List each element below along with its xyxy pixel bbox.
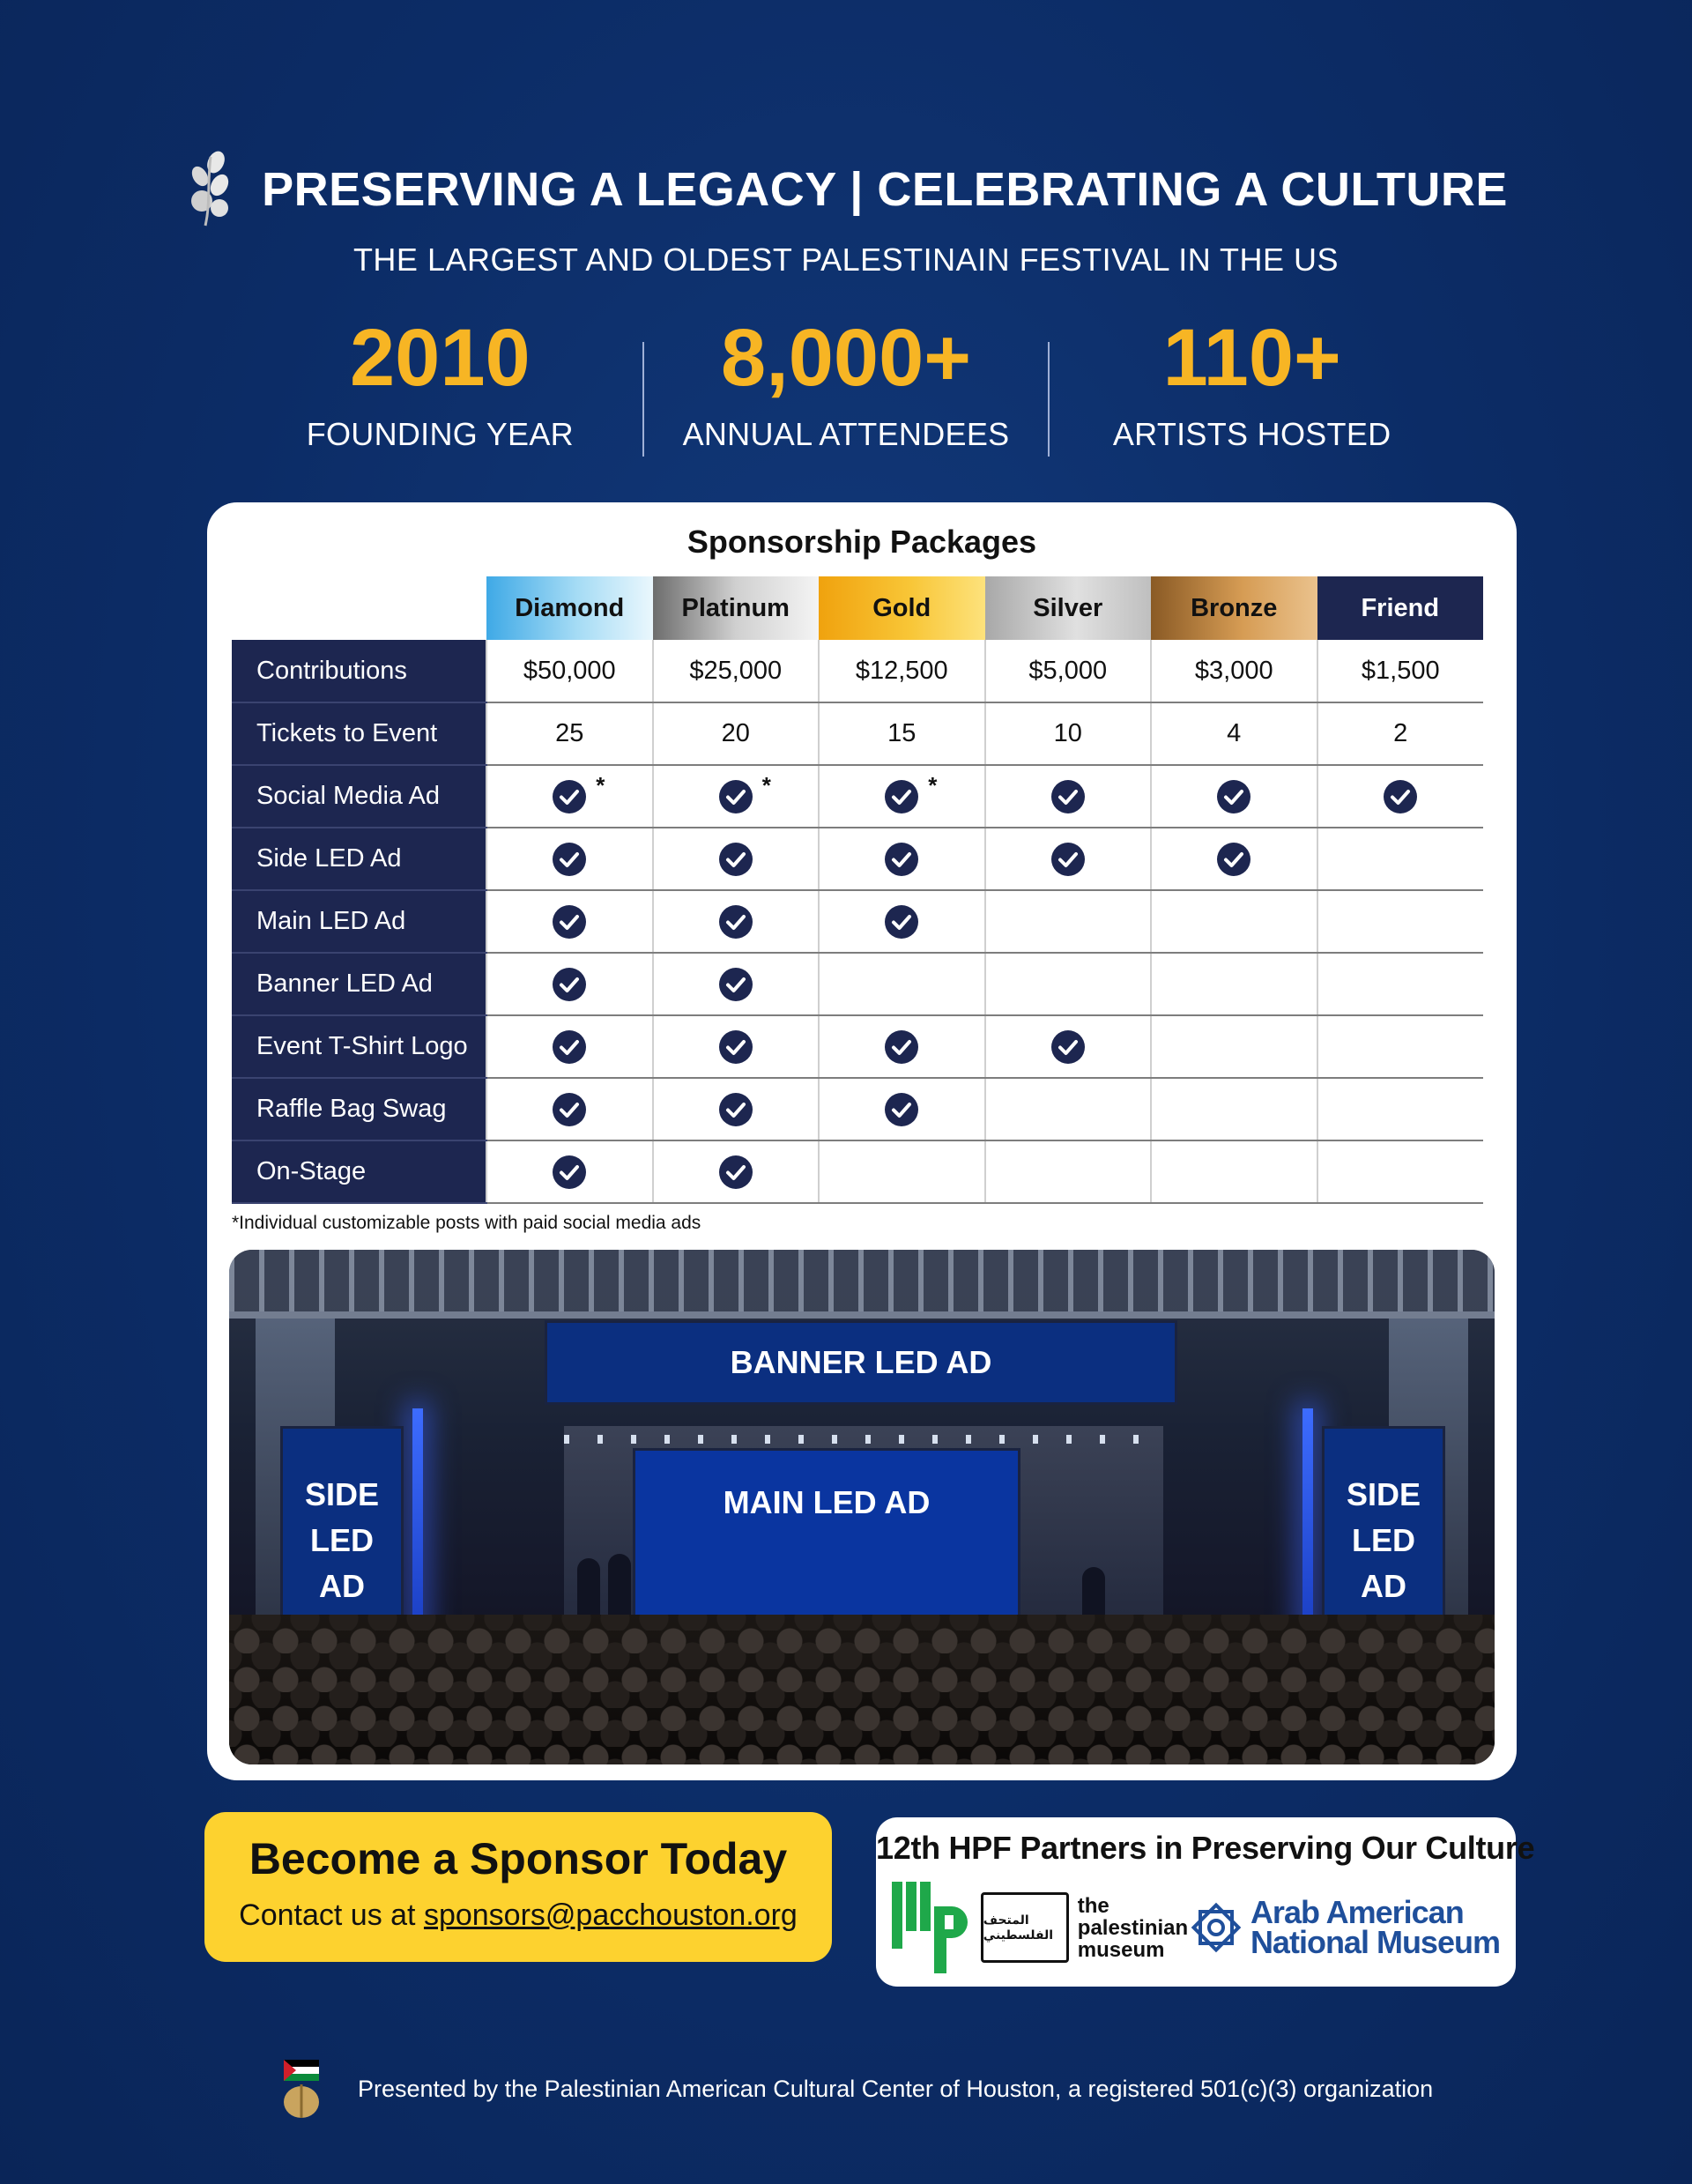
title-row — [0, 150, 1692, 229]
check-icon — [884, 842, 919, 877]
table-cell — [486, 890, 653, 953]
table-cell — [653, 1015, 820, 1078]
check-icon — [718, 842, 753, 877]
check-icon — [884, 1029, 919, 1065]
side-led-line: AD — [1361, 1568, 1406, 1604]
table-cell — [1317, 828, 1484, 890]
table-cell — [653, 953, 820, 1015]
row-label: Main LED Ad — [232, 890, 486, 953]
partners-title: 12th HPF Partners in Preserving Our Culture — [876, 1830, 1535, 1866]
check-icon — [884, 904, 919, 940]
check-icon — [1050, 1029, 1086, 1065]
stat-value: 2010 — [350, 313, 531, 403]
stage-truss — [229, 1250, 1495, 1311]
table-cell — [819, 890, 985, 953]
packages-footnote: *Individual customizable posts with paid social media ads — [232, 1213, 701, 1233]
cta-contact-prefix: Contact us at — [239, 1898, 424, 1932]
table-cell — [653, 1140, 820, 1203]
stat-value: 8,000+ — [721, 313, 971, 403]
stage-light-row — [564, 1435, 1163, 1444]
green-partner-icon — [892, 1882, 980, 1973]
table-cell — [985, 1140, 1152, 1203]
sponsorship-card — [207, 502, 1517, 1780]
tier-bronze: Bronze — [1151, 576, 1317, 640]
tier-friend: Friend — [1317, 576, 1484, 640]
table-cell — [1151, 1015, 1317, 1078]
check-icon — [718, 1029, 753, 1065]
table-row — [232, 1140, 1483, 1203]
side-led-line: AD — [319, 1568, 365, 1604]
pm-line: the — [1077, 1893, 1109, 1918]
tier-header-row — [232, 576, 1483, 640]
stat-annual-attendees — [644, 313, 1049, 467]
stat-artists-hosted — [1050, 313, 1454, 467]
table-cell — [486, 765, 653, 828]
pacc-houston-emblem-icon — [280, 2058, 323, 2120]
header — [0, 150, 1692, 279]
side-led-line: SIDE — [304, 1476, 380, 1512]
check-icon — [1050, 842, 1086, 877]
check-icon — [718, 1155, 753, 1190]
sponsor-email-link[interactable]: sponsors@pacchouston.org — [423, 1898, 798, 1932]
table-cell: $3,000 — [1151, 640, 1317, 702]
palestinian-museum-icon: المتحف الفلسطيني — [981, 1892, 1069, 1963]
check-icon — [718, 904, 753, 940]
row-label: Social Media Ad — [232, 765, 486, 828]
row-label: Raffle Bag Swag — [232, 1078, 486, 1140]
check-icon — [552, 1092, 587, 1127]
stat-label: ARTISTS HOSTED — [1112, 416, 1391, 452]
table-cell: $25,000 — [653, 640, 820, 702]
row-label: On-Stage — [232, 1140, 486, 1203]
side-led-line: LED — [310, 1522, 374, 1558]
table-cell — [985, 828, 1152, 890]
table-cell — [985, 890, 1152, 953]
olive-branch-logo-icon — [184, 150, 237, 229]
table-cell — [486, 1140, 653, 1203]
footer-text: Presented by the Palestinian American Cultural Center of Houston, a registered 501(c)(3) organization — [358, 2075, 1434, 2102]
tier-platinum: Platinum — [653, 576, 820, 640]
row-label: Contributions — [232, 640, 486, 702]
table-cell — [653, 765, 820, 828]
stats-row — [238, 313, 1454, 467]
table-cell — [1151, 828, 1317, 890]
table-cell: 4 — [1151, 702, 1317, 765]
table-cell — [1151, 765, 1317, 828]
table-cell: $1,500 — [1317, 640, 1484, 702]
table-cell — [1317, 1140, 1484, 1203]
table-cell — [1317, 1015, 1484, 1078]
check-icon — [718, 771, 771, 814]
cta-title: Become a Sponsor Today — [249, 1834, 788, 1883]
table-cell — [985, 765, 1152, 828]
table-cell — [486, 828, 653, 890]
tier-gold: Gold — [819, 576, 985, 640]
table-cell — [653, 1078, 820, 1140]
table-cell — [486, 953, 653, 1015]
table-cell — [486, 1015, 653, 1078]
footnote-asterisk: * — [928, 771, 938, 799]
table-cell — [1317, 953, 1484, 1015]
row-label: Event T-Shirt Logo — [232, 1015, 486, 1078]
packages-table — [232, 576, 1483, 1204]
table-cell — [819, 765, 985, 828]
packages-title: Sponsorship Packages — [686, 524, 1037, 560]
check-icon — [1216, 779, 1251, 814]
table-cell: 20 — [653, 702, 820, 765]
tier-silver: Silver — [985, 576, 1152, 640]
table-cell — [819, 953, 985, 1015]
packages-table-body — [232, 640, 1483, 1203]
check-icon — [1383, 779, 1418, 814]
tier-diamond: Diamond — [486, 576, 653, 640]
table-row — [232, 890, 1483, 953]
table-cell — [985, 953, 1152, 1015]
table-cell — [1151, 1078, 1317, 1140]
table-cell — [819, 828, 985, 890]
table-cell: 10 — [985, 702, 1152, 765]
table-cell — [819, 1015, 985, 1078]
check-icon — [884, 771, 938, 814]
stat-label: FOUNDING YEAR — [306, 416, 574, 452]
footnote-asterisk: * — [596, 771, 605, 799]
page-title: PRESERVING A LEGACY | CELEBRATING A CULTURE — [262, 163, 1508, 216]
check-icon — [552, 1155, 587, 1190]
pm-line: palestinian — [1077, 1915, 1189, 1940]
check-icon — [1050, 779, 1086, 814]
aanm-line: National Museum — [1250, 1924, 1500, 1960]
footnote-asterisk: * — [761, 771, 771, 799]
table-row — [232, 765, 1483, 828]
page-subtitle: THE LARGEST AND OLDEST PALESTINAIN FESTIVAL IN THE US — [352, 241, 1340, 278]
row-label: Side LED Ad — [232, 828, 486, 890]
partner-logo-arab-american-national-museum — [1189, 1894, 1500, 1960]
check-icon — [1216, 842, 1251, 877]
table-cell: $50,000 — [486, 640, 653, 702]
table-cell — [985, 1015, 1152, 1078]
table-cell — [1317, 765, 1484, 828]
table-cell: 2 — [1317, 702, 1484, 765]
table-row — [232, 1078, 1483, 1140]
check-icon — [552, 771, 605, 814]
header-spacer — [232, 576, 486, 640]
geometric-star-icon — [1189, 1900, 1243, 1955]
partner-logo-palestinian-museum — [981, 1892, 1188, 1963]
check-icon — [552, 967, 587, 1002]
partners-panel — [876, 1817, 1535, 1987]
table-row — [232, 953, 1483, 1015]
table-cell — [653, 828, 820, 890]
table-row — [232, 640, 1483, 702]
aanm-wordmark — [1250, 1894, 1500, 1960]
side-led-line: SIDE — [1346, 1476, 1421, 1512]
table-cell: $5,000 — [985, 640, 1152, 702]
table-cell — [653, 890, 820, 953]
check-icon — [718, 1092, 753, 1127]
table-row — [232, 1015, 1483, 1078]
check-icon — [552, 1029, 587, 1065]
become-sponsor-panel — [204, 1812, 832, 1962]
table-cell — [819, 1140, 985, 1203]
table-cell — [1151, 953, 1317, 1015]
stat-founding-year — [238, 313, 642, 467]
stage-truss-bar — [229, 1311, 1495, 1319]
table-cell: 15 — [819, 702, 985, 765]
table-cell — [1151, 890, 1317, 953]
stat-value: 110+ — [1162, 313, 1341, 403]
side-led-line: LED — [1352, 1522, 1415, 1558]
table-cell — [1151, 1140, 1317, 1203]
footer — [280, 2054, 1514, 2124]
pm-line: museum — [1077, 1937, 1165, 1962]
stage-photo — [229, 1250, 1495, 1764]
cta-contact — [204, 1898, 832, 1933]
table-cell — [985, 1078, 1152, 1140]
partner-logos — [892, 1879, 1500, 1976]
table-row — [232, 828, 1483, 890]
row-label: Tickets to Event — [232, 702, 486, 765]
stat-label: ANNUAL ATTENDEES — [682, 416, 1010, 452]
row-label: Banner LED Ad — [232, 953, 486, 1015]
table-cell: 25 — [486, 702, 653, 765]
main-led-screen: MAIN LED AD — [633, 1448, 1020, 1638]
table-cell: $12,500 — [819, 640, 985, 702]
audience-crowd — [229, 1615, 1495, 1764]
table-cell — [486, 1078, 653, 1140]
check-icon — [718, 967, 753, 1002]
table-cell — [819, 1078, 985, 1140]
check-icon — [884, 1092, 919, 1127]
table-cell — [1317, 890, 1484, 953]
palestinian-museum-wordmark — [1078, 1895, 1188, 1961]
table-cell — [1317, 1078, 1484, 1140]
check-icon — [552, 842, 587, 877]
check-icon — [552, 904, 587, 940]
aanm-line: Arab American — [1250, 1894, 1464, 1930]
table-row — [232, 702, 1483, 765]
banner-led-screen: BANNER LED AD — [545, 1320, 1177, 1405]
partner-logo-green — [892, 1882, 980, 1973]
